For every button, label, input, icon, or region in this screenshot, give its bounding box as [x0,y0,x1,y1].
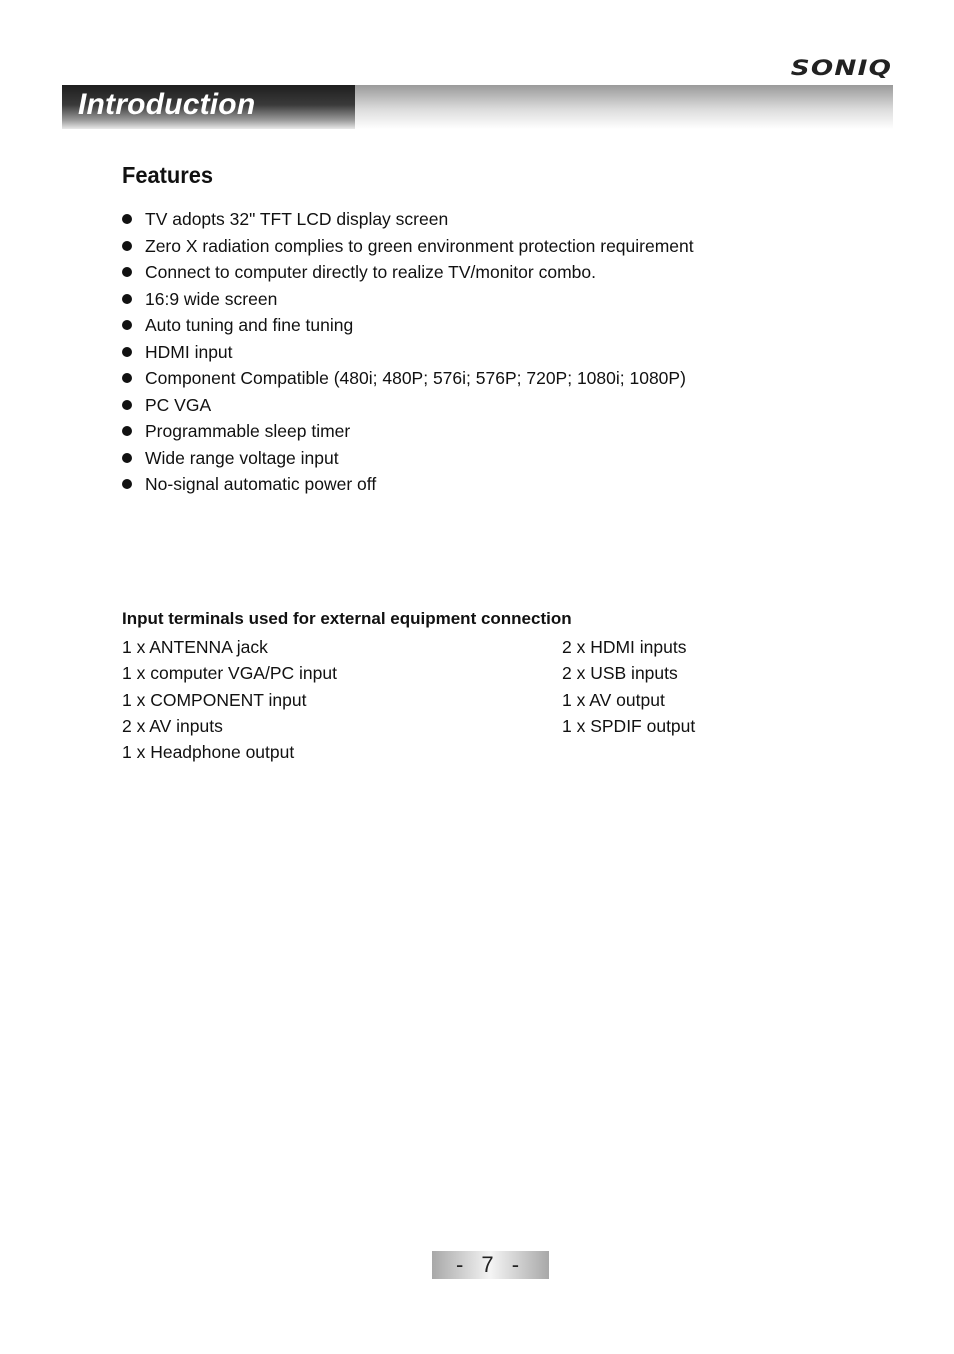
feature-text: No-signal automatic power off [145,474,377,494]
feature-text: Wide range voltage input [145,447,339,468]
feature-text: Component Compatible (480i; 480P; 576i; 576P; 720P; 1080i; 1080P) [145,368,686,388]
list-item: 1 x Headphone output [122,742,295,763]
list-item [122,339,694,366]
list-item: 2 x AV inputs [122,715,223,736]
feature-text: Programmable sleep timer [145,421,351,441]
list-item [122,206,694,233]
list-item [122,418,694,445]
bullet-icon [122,294,132,304]
features-heading: Features [122,162,214,188]
list-item [122,392,694,419]
page-title: Introduction [78,88,256,121]
list-item: 1 x AV output [562,689,665,710]
terminals-heading: Input terminals used for external equipment connection [122,609,572,628]
feature-text: Connect to computer directly to realize TV/monitor combo. [145,262,596,282]
list-item: 2 x HDMI inputs [562,637,687,657]
list-item [122,259,694,286]
feature-text: HDMI input [145,341,233,362]
list-item: 1 x COMPONENT input [122,689,307,710]
list-item [122,471,694,498]
list-item: 2 x USB inputs [562,663,678,684]
bullet-icon [122,241,132,251]
terminals-right-list [562,634,695,739]
bullet-icon [122,214,132,224]
bullet-icon [122,453,132,463]
bullet-icon [122,347,132,357]
list-item [122,286,694,313]
list-item [122,233,694,260]
list-item: 1 x ANTENNA jack [122,637,268,657]
bullet-icon [122,267,132,277]
bullet-icon [122,400,132,410]
features-list [122,206,694,498]
feature-text: Auto tuning and fine tuning [145,315,354,335]
terminals-left-list [122,634,337,765]
page-number-box [432,1251,549,1279]
brand-logo: SONIQ [790,56,892,80]
feature-text: PC VGA [145,394,212,415]
feature-text: TV adopts 32" TFT LCD display screen [145,209,449,229]
bullet-icon [122,373,132,383]
page-number: - 7 - [455,1252,526,1277]
list-item: 1 x SPDIF output [562,715,696,736]
feature-text: 16:9 wide screen [145,288,278,309]
bullet-icon [122,426,132,436]
bullet-icon [122,479,132,489]
list-item [122,312,694,339]
list-item [122,365,694,392]
feature-text: Zero X radiation complies to green environment protection requirement [145,235,694,256]
list-item: 1 x computer VGA/PC input [122,663,337,684]
list-item [122,445,694,472]
bullet-icon [122,320,132,330]
